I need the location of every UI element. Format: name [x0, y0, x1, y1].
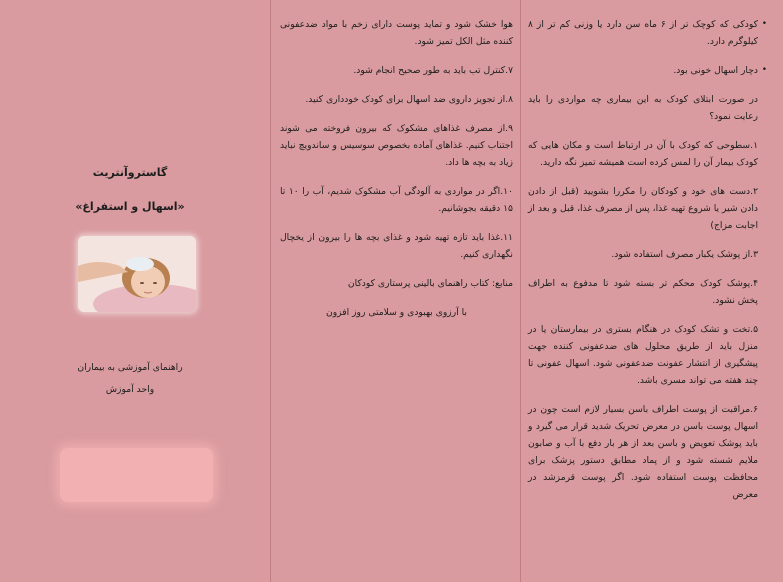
item-2: ۲.دست های خود و کودکان را مکررا بشویید (قبل از دادن دادن شیر یا شروع تهیه غذا، پس از مصرف غذا، قبل و بعد از اجابت مزاج): [528, 186, 758, 231]
item-11: ۱۱.غذا باید تازه تهیه شود و غذای بچه ها را بیرون از یخچال نگهداری کنیم.: [280, 232, 513, 260]
item-8: ۸.از تجویز داروی ضد اسهال برای کودک خودداری کنید.: [305, 94, 513, 105]
guide-line-1: راهنمای آموزشی به بیماران: [77, 362, 183, 373]
item-10: ۱۰.اگر در مواردی به آلودگی آب مشکوک شدیم، آب را ۱۰ تا ۱۵ دقیقه بجوشانیم.: [280, 186, 513, 214]
middle-column: [280, 0, 513, 333]
bullet-icon: •: [761, 19, 767, 29]
item-6: ۶.مراقبت از پوست اطراف باسن بسیار لازم است چون در اسهال پوست باسن در معرض تحریک شدید قرار می گیرد و باید پوشک تعویض و باسن بعد از هر بار دفع با آب و صابون ملایم شسته شود و از پماد مطابق دستور پزشک برای محافظت پوست استفاده شود. اگر پوست قرمزشد در معرض: [528, 404, 758, 500]
bullet-text: کودکی که کوچک تر از ۶ ماه سن دارد یا وزنی کم تر از ۸ کیلوگرم دارد.: [528, 19, 758, 47]
cover-panel: [0, 0, 270, 582]
cover-subtitle: «اسهال و استفراغ»: [75, 200, 185, 213]
sick-child-photo: [78, 236, 196, 312]
guide-line-2: واحد آموزش: [105, 384, 155, 395]
right-column: [528, 0, 767, 515]
item-9: ۹.از مصرف غذاهای مشکوک که بیرون فروخته می شوند اجتناب کنیم. غذاهای آماده بخصوص سوسیس و ساندویچ نباید زیاد به بچه ها داد.: [280, 123, 513, 168]
sources: منابع: کتاب راهنمای بالینی پرستاری کودکان: [347, 278, 513, 289]
closing-wish: با آرزوی بهبودی و سلامتی روز افزون: [325, 307, 467, 318]
item-4: ۴.پوشک کودک محکم تر بسته شود تا مدفوع به اطراف پخش نشود.: [528, 278, 758, 306]
bullet-icon: •: [761, 65, 767, 75]
cover-title: گاستروآنتریت: [92, 166, 168, 179]
sick-child-illustration: [78, 236, 196, 312]
item-5: ۵.تخت و تشک کودک در هنگام بستری در بیمارستان یا در منزل باید از طریق محلول های ضدعفونی کننده جهت پیشگیری از انتشار عفونت ضدعفونی شود. اسهال عفونی تا چند هفته می تواند مسری باشد.: [528, 324, 758, 386]
bullet-item: [528, 16, 767, 50]
column-divider-right: [520, 0, 521, 582]
bullet-item: [528, 62, 767, 79]
care-question: در صورت ابتلای کودک به این بیماری چه مواردی را باید رعایت نمود؟: [528, 94, 758, 122]
item-3: ۳.از پوشک یکبار مصرف استفاده شود.: [611, 249, 758, 260]
item-1: ۱.سطوحی که کودک با آن در ارتباط است و مکان هایی که کودک بیمار آن را لمس کرده است همیشه تمیز نگه دارید.: [528, 140, 758, 168]
item-6-continued: هوا خشک شود و تماید پوست دارای زخم با مواد ضدعفونی کننده مثل الکل تمیز شود.: [280, 19, 513, 47]
column-divider-left: [270, 0, 271, 582]
item-7: ۷.کنترل تب باید به طور صحیح انجام شود.: [353, 65, 513, 76]
highlight-box: [60, 448, 213, 502]
bullet-text: دچار اسهال خونی بود.: [673, 65, 758, 76]
